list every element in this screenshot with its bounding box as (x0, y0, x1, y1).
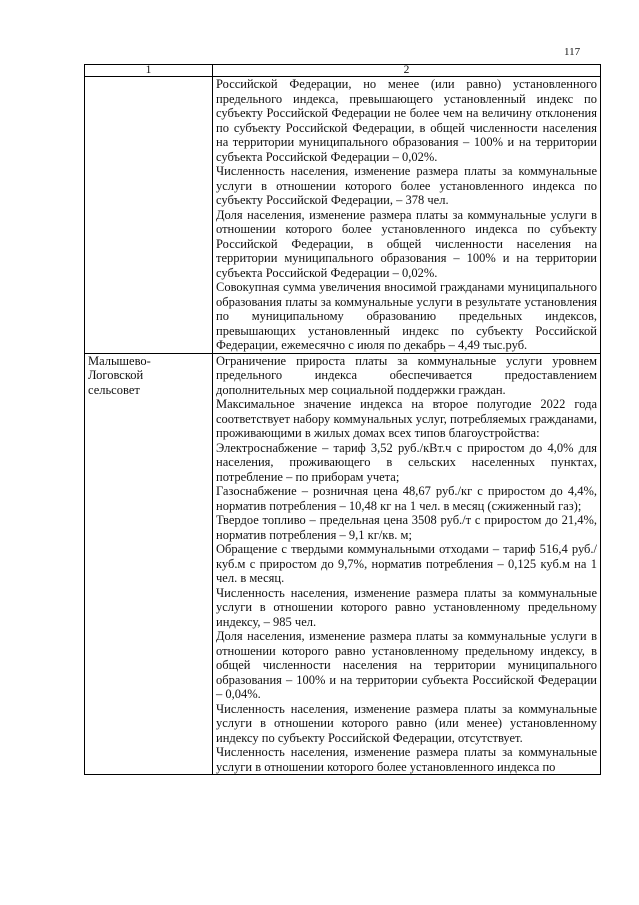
content-cell (213, 353, 601, 775)
paragraph: Доля населения, изменение размера платы за коммунальные услуги в отношении которого равно установленному предельному индексу, в общей численности населения на территории муниципального образования – 100% и на территории субъекта Российской Федерации – 0,04%. (216, 629, 597, 701)
paragraph: Доля населения, изменение размера платы за коммунальные услуги в отношении которого более установленного индекса по субъекту Российской Федерации, в общей численности населения на территории муниципального образования – 100% и на территории субъекта Российской Федерации – 0,02%. (216, 207, 597, 280)
paragraph: Твердое топливо – предельная цена 3508 руб./т с приростом до 21,4%, норматив потребления – 9,1 кг/кв. м; (216, 513, 597, 542)
region-name-line: Малышево- (88, 353, 151, 368)
region-name-line: сельсовет (88, 382, 140, 397)
paragraph: Обращение с твердыми коммунальными отходами – тариф 516,4 руб./куб.м с приростом до 9,7%, норматив потребления – 0,125 куб.м на 1 чел. в месяц. (216, 542, 597, 585)
paragraph: Электроснабжение – тариф 3,52 руб./кВт.ч с приростом до 4,0% для населения, проживающего в сельских населенных пунктах, потребление – по приборам учета; (216, 440, 597, 484)
content-table (84, 64, 601, 775)
column-header-2: 2 (213, 65, 601, 77)
paragraph: Российской Федерации, но менее (или равно) установленного предельного индекса, превышающего установленный индекс по субъекту Российской Федерации не более чем на величину отклонения по субъекту Российской Федерации, в общей численности населения на территории муниципального образования – 100% и на территории субъекта Российской Федерации – 0,02%. (216, 77, 597, 164)
paragraph: Численность населения, изменение размера платы за коммунальные услуги в отношении которого более установленного индекса по субъекту Российской Федерации, – 378 чел. (216, 164, 597, 207)
region-cell (85, 77, 213, 354)
content-cell (213, 77, 601, 354)
paragraph: Ограничение прироста платы за коммунальные услуги уровнем предельного индекса обеспечивается предоставлением дополнительных мер социальной поддержки граждан. (216, 353, 597, 397)
paragraph: Численность населения, изменение размера платы за коммунальные услуги в отношении которого равно (или менее) установленному индексу по субъекту Российской Федерации, отсутствует. (216, 701, 597, 745)
paragraph: Газоснабжение – розничная цена 48,67 руб./кг с приростом до 4,4%, норматив потребления – 10,48 кг на 1 чел. в месяц (сжиженный газ); (216, 484, 597, 513)
region-name-line: Логовской (88, 368, 144, 382)
table-header-row (85, 65, 601, 77)
paragraph: Максимальное значение индекса на второе полугодие 2022 года соответствует набору коммунальных услуг, потребляемых гражданами, проживающими в жилых домах всех типов благоустройства: (216, 397, 597, 440)
table-row (85, 353, 601, 775)
table-row (85, 77, 601, 354)
paragraph: Численность населения, изменение размера платы за коммунальные услуги в отношении которого равно установленному предельному индексу, – 985 чел. (216, 585, 597, 629)
paragraph: Совокупная сумма увеличения вносимой гражданами муниципального образования платы за коммунальные услуги в результате установления по муниципальному образованию предельных индексов, превышающих установленный индекс по субъекту Российской Федерации, ежемесячно с июля по декабрь – 4,49 тыс.руб. (216, 280, 597, 352)
paragraph: Численность населения, изменение размера платы за коммунальные услуги в отношении которого более установленного индекса по (216, 745, 597, 774)
page-number: 117 (564, 46, 581, 58)
column-header-1: 1 (85, 65, 213, 77)
region-cell (85, 353, 213, 775)
